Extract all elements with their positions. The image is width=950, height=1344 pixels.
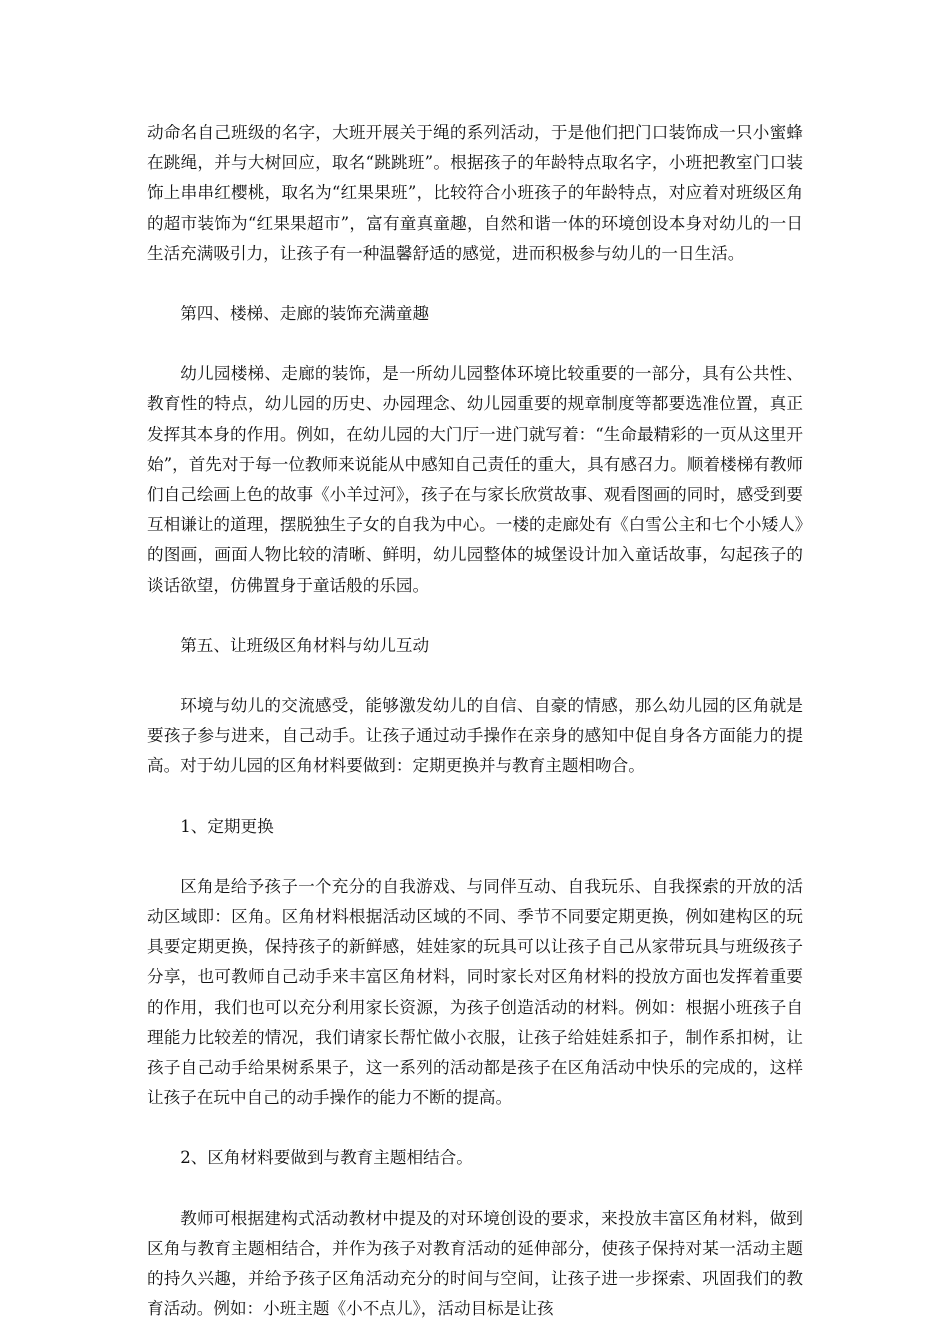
paragraph-gap: [147, 269, 803, 299]
paragraph-theme-combination: 教师可根据建构式活动教材中提及的对环境创设的要求，来投放丰富区角材料，做到区角与教育主题相结合，并作为孩子对教育活动的延伸部分，使孩子保持对某一活动主题的持久兴趣，并给予孩子区角活动充分的时间与空间，让孩子进一步探索、巩固我们的教育活动。例如：小班主题《小不点儿》，活动目标是让孩: [147, 1208, 803, 1319]
subheading-2: 2、区角材料要做到与教育主题相结合。: [180, 1148, 473, 1168]
paragraph-interaction: 环境与幼儿的交流感受，能够激发幼儿的自信、自豪的情感，那么幼儿园的区角就是要孩子参与进来，自己动手。让孩子通过动手操作在亲身的感知中促自身各方面能力的提高。对于幼儿园的区角材料要做到：定期更换并与教育主题相吻合。: [147, 696, 803, 776]
paragraph-regular-replacement: 区角是给予孩子一个充分的自我游戏、与同伴互动、自我玩乐、自我探索的开放的活动区域即：区角。区角材料根据活动区域的不同、季节不同要定期更换，例如建构区的玩具要定期更换，保持孩子的新鲜感，娃娃家的玩具可以让孩子自己从家带玩具与班级孩子分享，也可教师自己动手来丰富区角材料，同时家长对区角材料的投放方面也发挥着重要的作用，我们也可以充分利用家长资源，为孩子创造活动的材料。例如：根据小班孩子自理能力比较差的情况，我们请家长帮忙做小衣服，让孩子给娃娃系扣子，制作系扣树，让孩子自己动手给果树系果子，这一系列的活动都是孩子在区角活动中快乐的完成的，这样让孩子在玩中自己的动手操作的能力不断的提高。: [147, 876, 803, 1108]
paragraph-continuation: 动命名自己班级的名字，大班开展关于绳的系列活动，于是他们把门口装饰成一只小蜜蜂在跳绳，并与大树回应，取名“跳跳班”。根据孩子的年龄特点取名字，小班把教室门口装饰上串串红樱桃，取名为“红果果班”，比较符合小班孩子的年龄特点，对应着对班级区角的超市装饰为“红果果超市”，富有童真童趣，自然和谐一体的环境创设本身对幼儿的一日生活充满吸引力，让孩子有一种温馨舒适的感觉，进而积极参与幼儿的一日生活。: [147, 123, 803, 263]
paragraph-gap: [147, 782, 803, 812]
paragraph-gap: [147, 661, 803, 691]
paragraph-gap: [147, 1174, 803, 1204]
paragraph-gap: [147, 1113, 803, 1143]
subheading-1: 1、定期更换: [180, 816, 274, 836]
section-heading-4: 第四、楼梯、走廊的装饰充满童趣: [180, 304, 430, 324]
paragraph-gap: [147, 842, 803, 872]
document-page: [147, 118, 803, 1325]
paragraph-gap: [147, 329, 803, 359]
section-heading-5: 第五、让班级区角材料与幼儿互动: [180, 635, 430, 655]
paragraph-gap: [147, 601, 803, 631]
paragraph-stairs-corridor: 幼儿园楼梯、走廊的装饰，是一所幼儿园整体环境比较重要的一部分，具有公共性、教育性的特点，幼儿园的历史、办园理念、幼儿园重要的规章制度等都要选准位置，真正发挥其本身的作用。例如，在幼儿园的大门厅一进门就写着：“生命最精彩的一页从这里开始”，首先对于每一位教师来说能从中感知自己责任的重大，具有感召力。顺着楼梯有教师们自己绘画上色的故事《小羊过河》，孩子在与家长欣赏故事、观看图画的同时，感受到要互相谦让的道理，摆脱独生子女的自我为中心。一楼的走廊处有《白雪公主和七个小矮人》的图画，画面人物比较的清晰、鲜明，幼儿园整体的城堡设计加入童话故事，勾起孩子的谈话欲望，仿佛置身于童话般的乐园。: [147, 364, 803, 595]
